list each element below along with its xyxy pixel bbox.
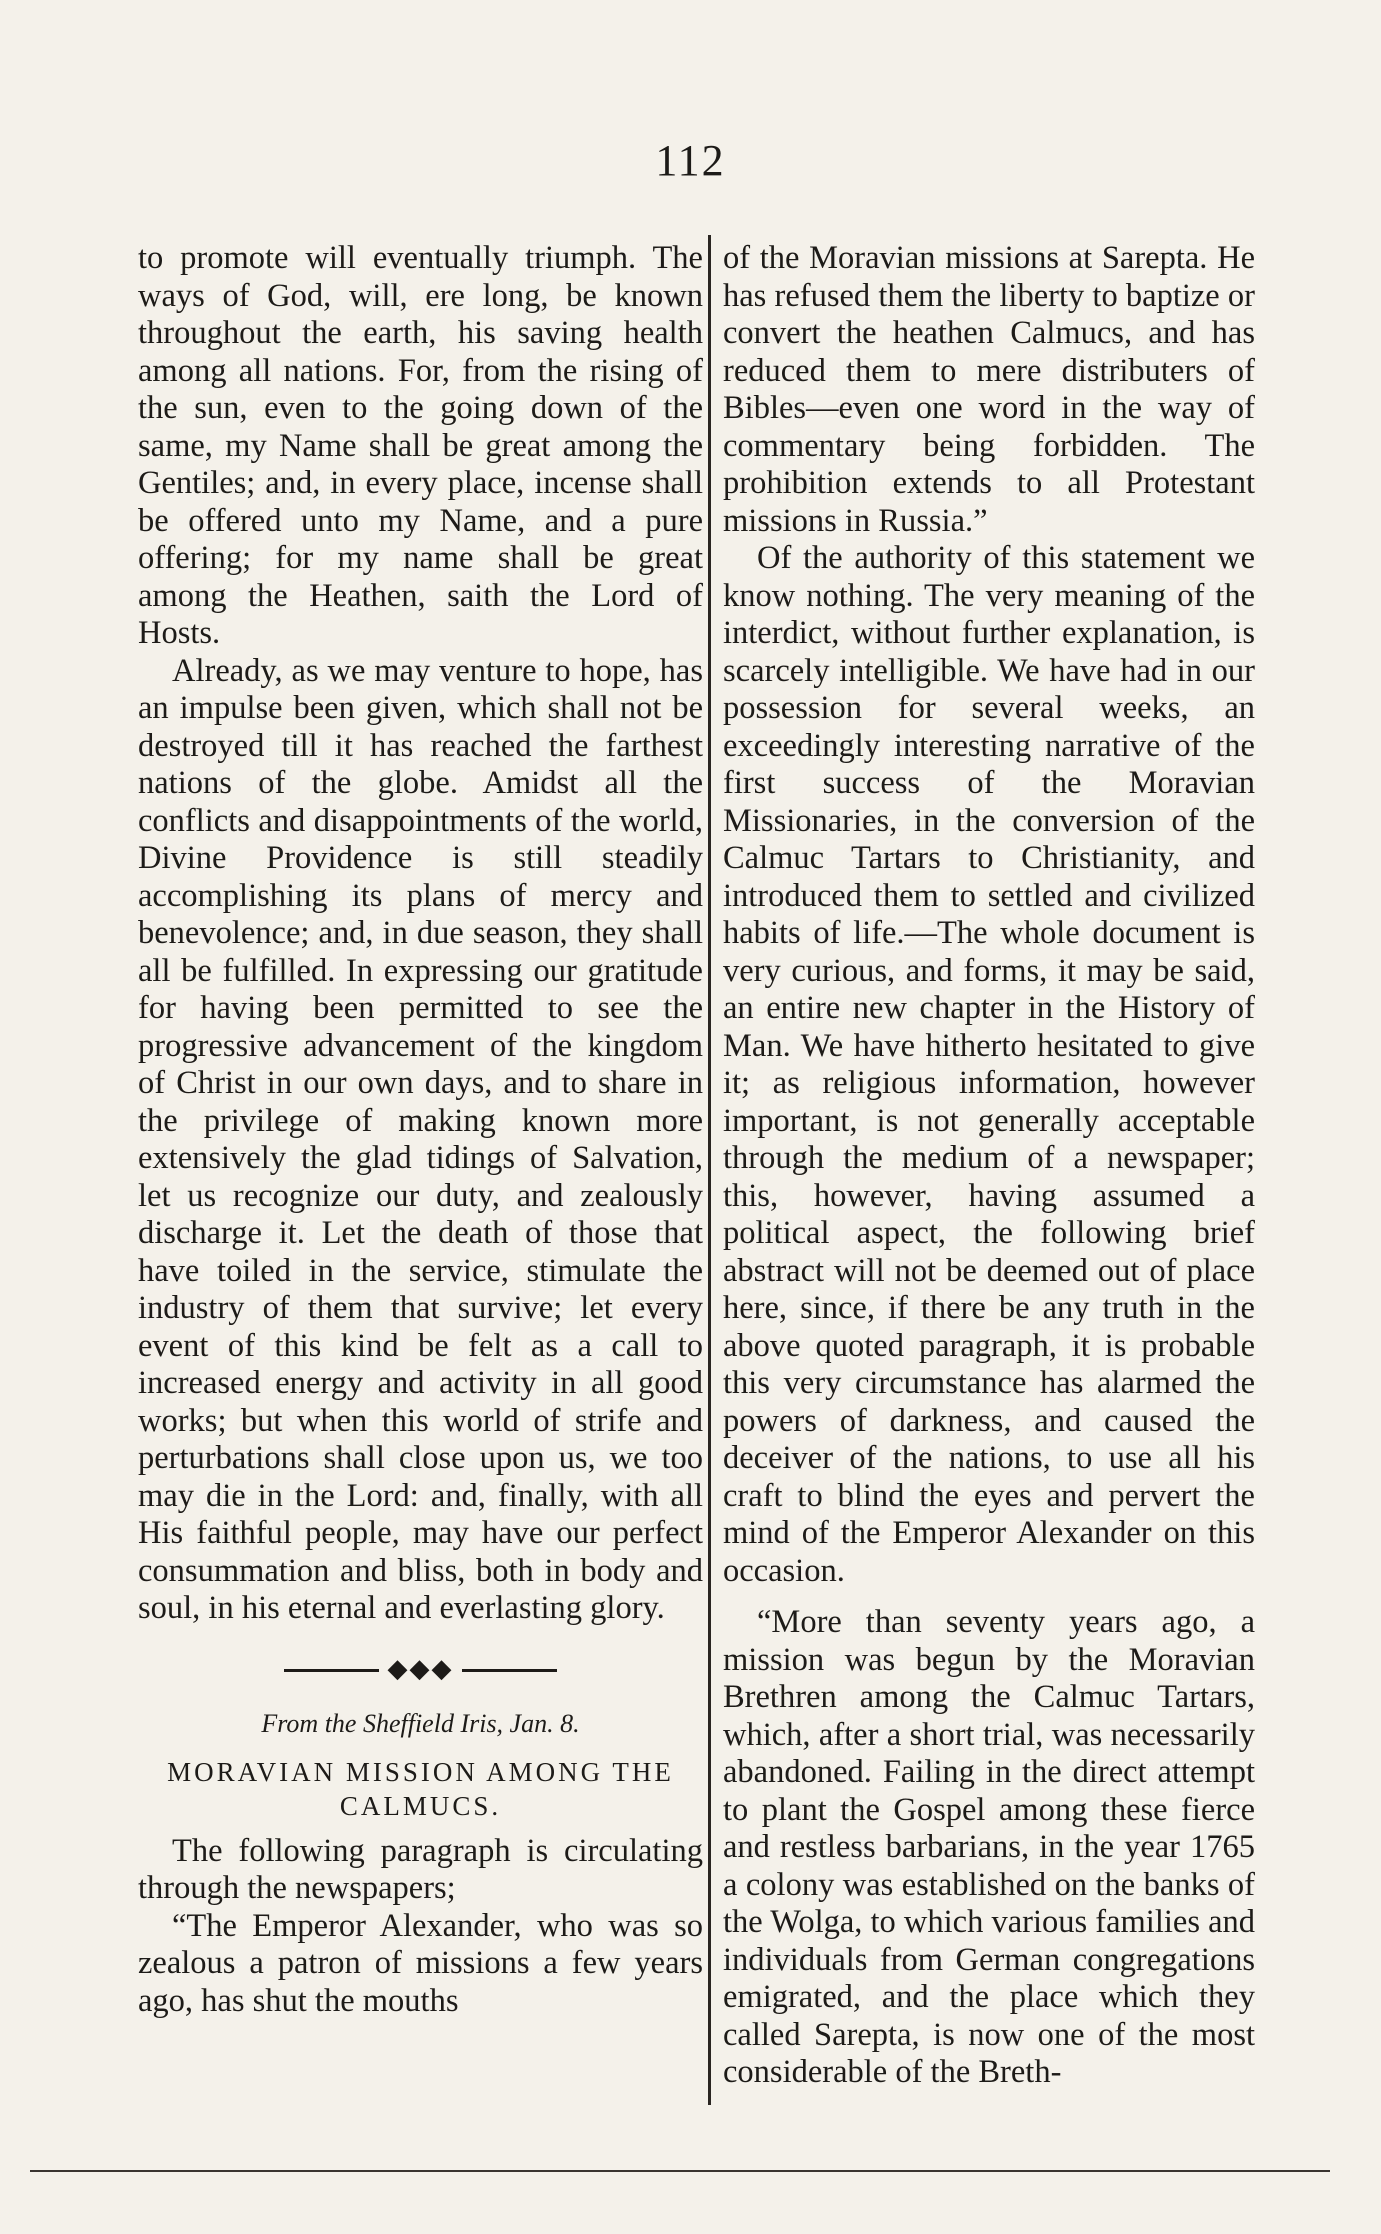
bottom-rule (30, 2170, 1330, 2172)
paragraph: Already, as we may venture to hope, has an impulse been given, which shall not be destroyed till it has reached the farthest nations of the globe. Amidst all the conflicts and disappointments of the world, Divine Providence is still steadily accomplishing its plans of mercy and benevolence; and, in due season, they shall all be fulfilled. In expressing our gratitude for having been permitted to see the progressive advancement of the kingdom of Christ in our own days, and to share in the privilege of making known more extensively the glad tidings of Salvation, let us recognize our duty, and zealously discharge it. Let the death of those that have toiled in the service, stimulate the industry of them that survive; let every event of this kind be felt as a call to increased energy and activity in all good works; but when this world of strife and perturbations shall close upon us, we too may die in the Lord: and, finally, with all His faithful people, may have our perfect consummation and bliss, both in body and soul, in his eternal and everlasting glory. (138, 652, 703, 1626)
source-line: From the Sheffield Iris, Jan. 8. (261, 1709, 580, 1738)
paragraph: Of the authority of this statement we know nothing. The very meaning of the interdict, without further explanation, is scarcely intelligible. We have had in our possession for several weeks, an exceedingly interesting narrative of the first success of the Moravian Missionaries, in the conversion of the Calmuc Tartars to Christianity, and introduced them to settled and civilized habits of life.—The whole document is very curious, and forms, it may be said, an entire new chapter in the History of Man. We have hitherto hesitated to give it; as religious information, however important, is not generally acceptable through the medium of a newspaper; this, however, having assumed a political aspect, the following brief abstract will not be deemed out of place here, since, if there be any truth in the above quoted paragraph, it is probable this very circumstance has alarmed the powers of darkness, and caused the deceiver of the nations, to use all his craft to blind the eyes and pervert the mind of the Emperor Alexander on this occasion. (723, 540, 1255, 1589)
paragraph: “The Emperor Alexander, who was so zealous a patron of missions a few years ago, has shut the mouths (138, 1907, 703, 2019)
paragraph: to promote will eventually triumph. The ways of God, will, ere long, be known throughout the earth, his saving health among all nations. For, from the rising of the sun, even to the going down of the same, my Name shall be great among the Gentiles; and, in every place, incense shall be offered unto my Name, and a pure offering; for my name shall be great among the Heathen, saith the Lord of Hosts. (138, 240, 703, 651)
column-rule (708, 235, 711, 2105)
ornamental-divider: ◆◆◆ (138, 1650, 703, 1688)
paragraph: “More than seventy years ago, a mission was begun by the Moravian Brethren among the Calmuc Tartars, which, after a short trial, was necessarily abandoned. Failing in the direct attempt to plant the Gospel among these fierce and restless barbarians, in the year 1765 a colony was established on the banks of the Wolga, to which various families and individuals from German congregations emigrated, and the place which they called Sarepta, is now one of the most considerable of the Breth- (723, 1604, 1256, 2090)
paragraph: The following paragraph is circulating through the newspapers; (138, 1832, 703, 1906)
paragraph: of the Moravian missions at Sarepta. He has refused them the liberty to baptize or convert the heathen Calmucs, and has reduced them to mere distributers of Bibles—even one word in the way of commentary being forbidden. The prohibition extends to all Protestant missions in Russia.” (723, 240, 1255, 539)
left-column (138, 240, 703, 2020)
right-column (723, 240, 1255, 2092)
page-number: 112 (655, 136, 726, 185)
article-headline: MORAVIAN MISSION AMONG THE CALMUCS. (167, 1756, 674, 1821)
